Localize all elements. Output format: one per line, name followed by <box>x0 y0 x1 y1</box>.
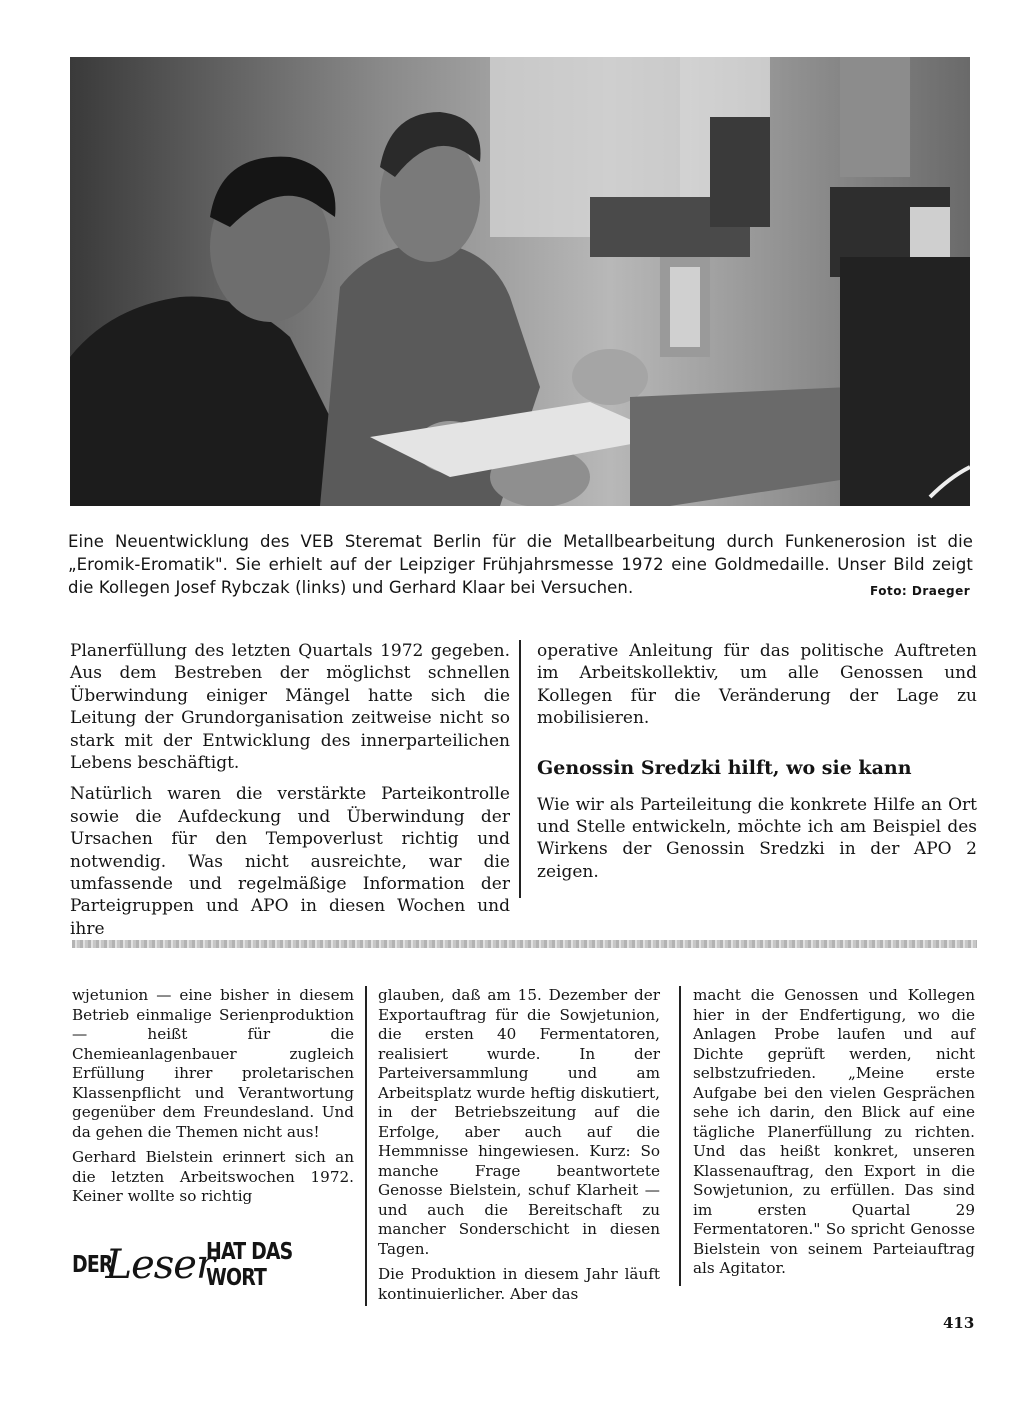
lower-column-3 <box>693 986 975 1279</box>
page-number: 413 <box>943 1314 975 1332</box>
paragraph: Die Produktion in diesem Jahr läuft kontinuierlicher. Aber das <box>378 1265 660 1303</box>
paragraph: macht die Genossen und Kollegen hier in der Endfertigung, wo die Anlagen Probe laufen und auf Dichte geprüft werden, nicht selbstzufrieden. „Meine erste Aufgabe bei den vielen Gesprächen sehe ich darin, den Blick auf eine tägliche Planerfüllung zu richten. Und das heißt konkret, unseren Klassenauftrag, den Export in die Sowjetunion, zu erfüllen. Das sind im ersten Quartal 29 Fermentatoren." So spricht Genosse Bielstein von seinem Parteiauftrag als Agitator. <box>693 986 975 1277</box>
lower-column-2 <box>378 986 660 1304</box>
paragraph: operative Anleitung für das politische Auftreten im Arbeitskollektiv, um alle Genossen und Kollegen für die Veränderung der Lage zu mobilisieren. <box>537 641 977 729</box>
column-rule <box>365 986 367 1306</box>
photo-credit: Foto: Draeger <box>870 584 971 598</box>
masthead-der: DER <box>72 1252 113 1278</box>
section-headline: Genossin Sredzki hilft, wo sie kann <box>537 756 912 779</box>
paragraph: wjetunion — eine bisher in diesem Betrieb einmalige Serienproduktion — heißt für die Chemieanlagenbauer zugleich Erfüllung ihrer proletarischen Klassenpflicht und Verantwortung gegenüber dem Freundesland. Und da gehen die Themen nicht aus! <box>72 986 354 1141</box>
paragraph: Planerfüllung des letzten Quartals 1972 gegeben. Aus dem Bestreben der möglichst schnellen Überwindung einiger Mängel hatte sich die Leitung der Grundorganisation zeitweise nicht so stark mit der Entwicklung des innerparteilichen Lebens beschäftigt. <box>70 641 510 774</box>
upper-right-column <box>537 640 977 892</box>
masthead-leser: Leser <box>105 1242 215 1288</box>
upper-left-column <box>70 640 510 949</box>
paragraph: glauben, daß am 15. Dezember der Exportauftrag für die Sowjetunion, die ersten 40 Fermentatoren, realisiert wurde. In der Parteiversammlung und am Arbeitsplatz wurde heftig diskutiert, in der Betriebszeitung auf die Erfolge, aber auch auf die Hemmnisse hingewiesen. Kurz: So manche Frage beantwortete Genosse Bielstein, schuf Klarheit — und auch die Bereitschaft zu mancher Sonderschicht in diesen Tagen. <box>378 986 660 1258</box>
lower-column-1 <box>72 986 354 1207</box>
article-photo <box>70 57 970 506</box>
paragraph: Gerhard Bielstein erinnert sich an die letzten Arbeitswochen 1972. Keiner wollte so richtig <box>72 1148 354 1205</box>
column-rule <box>519 640 521 898</box>
photo-illustration <box>70 57 970 506</box>
section-divider <box>72 940 977 948</box>
der-leser-hat-das-wort-masthead <box>72 1235 350 1295</box>
paragraph: Wie wir als Parteileitung die konkrete Hilfe an Ort und Stelle entwickeln, möchte ich am Beispiel des Wirkens der Genossin Sredzki in der APO 2 zeigen. <box>537 794 977 882</box>
masthead-hat-das-wort: HAT DAS WORT <box>206 1239 293 1291</box>
column-rule <box>679 986 681 1286</box>
photo-caption: Eine Neuentwicklung des VEB Steremat Berlin für die Metallbearbeitung durch Funkenerosion ist die „Eromik-Eromatik". Sie erhielt auf der Leipziger Frühjahrsmesse 1972 eine Goldmedaille. Unser Bild zeigt die Kollegen Josef Rybczak (links) und Gerhard Klaar bei Versuchen. <box>68 532 973 597</box>
paragraph: Natürlich waren die verstärkte Parteikontrolle sowie die Aufdeckung und Überwindung der Ursachen für den Tempoverlust richtig und notwendig. Was nicht ausreichte, war die umfassende und regelmäßige Information der Parteigruppen und APO in diesen Wochen und ihre <box>70 784 510 939</box>
